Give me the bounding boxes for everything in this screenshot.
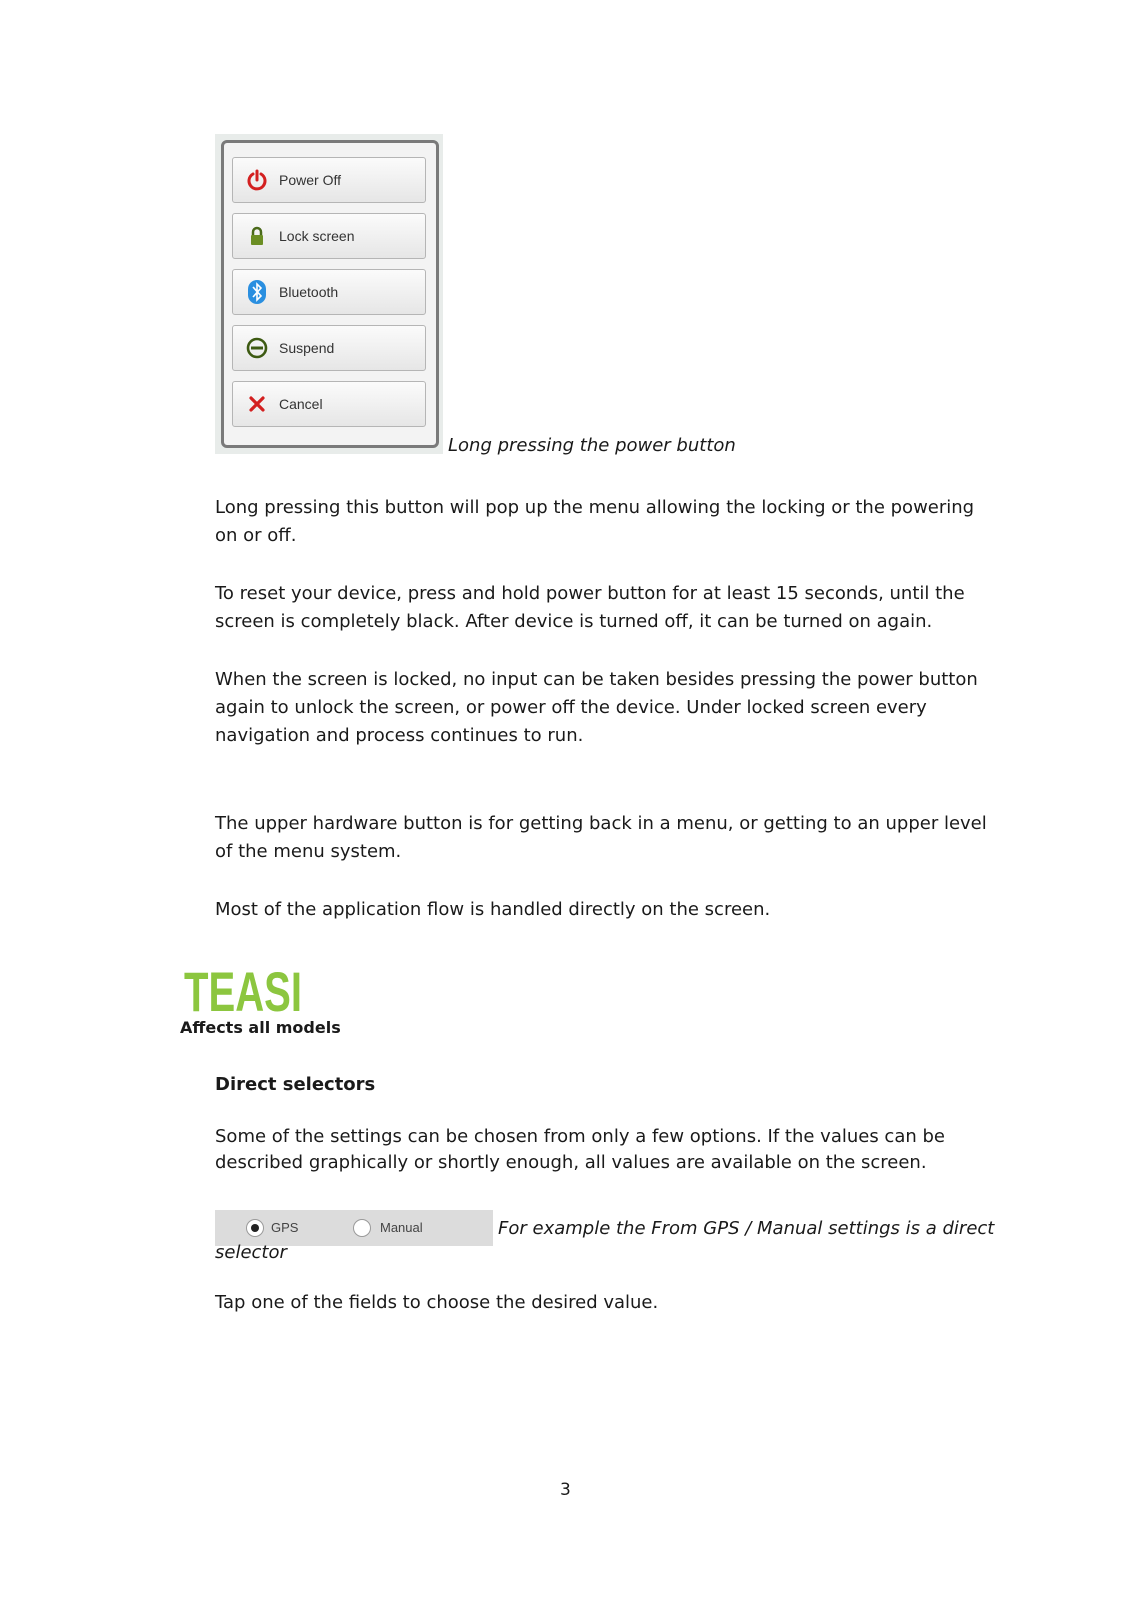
paragraph-app-flow: Most of the application flow is handled directly on the screen.	[215, 899, 771, 920]
lock-icon	[245, 224, 269, 248]
gps-manual-selector	[215, 1210, 493, 1246]
selector-caption-cont: selector	[215, 1242, 287, 1263]
svg-text:TEASI: TEASI	[184, 960, 302, 1023]
manual-radio[interactable]	[353, 1219, 371, 1237]
paragraph-upper-button: The upper hardware button is for getting back in a menu, or getting to an upper level of the menu system.	[215, 813, 987, 862]
power-menu-frame	[221, 140, 439, 448]
suspend-label: Suspend	[279, 340, 335, 356]
lock-screen-button[interactable]	[232, 213, 426, 259]
cancel-icon	[245, 392, 269, 416]
power-off-label: Power Off	[279, 172, 341, 188]
teasi-logo	[182, 956, 304, 1023]
affects-models-label: Affects all models	[180, 1018, 341, 1037]
suspend-icon	[245, 336, 269, 360]
lock-screen-label: Lock screen	[279, 228, 355, 244]
cancel-button[interactable]	[232, 381, 426, 427]
section-heading: Direct selectors	[215, 1074, 376, 1095]
tap-instruction: Tap one of the fields to choose the desired value.	[215, 1292, 659, 1313]
paragraph-long-press: Long pressing this button will pop up the menu allowing the locking or the powering on or off.	[215, 497, 975, 546]
gps-radio-selected-dot	[251, 1224, 259, 1232]
cancel-label: Cancel	[279, 396, 323, 412]
power-menu-screenshot	[215, 134, 443, 454]
section-intro: Some of the settings can be chosen from only a few options. If the values can be described graphically or shortly enough, all values are available on the screen.	[215, 1126, 945, 1173]
manual-label: Manual	[380, 1220, 423, 1235]
paragraph-reset: To reset your device, press and hold power button for at least 15 seconds, until the screen is completely black. After device is turned off, it can be turned on again.	[215, 583, 965, 632]
power-menu-caption: Long pressing the power button	[448, 435, 736, 456]
bluetooth-label: Bluetooth	[279, 284, 339, 300]
gps-label: GPS	[271, 1220, 299, 1235]
bluetooth-icon	[245, 280, 269, 304]
power-off-button[interactable]	[232, 157, 426, 203]
page-number: 3	[560, 1480, 571, 1500]
suspend-button[interactable]	[232, 325, 426, 371]
selector-caption: For example the From GPS / Manual settings is a direct	[498, 1218, 995, 1239]
power-icon	[245, 168, 269, 192]
bluetooth-button[interactable]	[232, 269, 426, 315]
gps-radio[interactable]	[246, 1219, 264, 1237]
paragraph-locked-screen: When the screen is locked, no input can be taken besides pressing the power button again to unlock the screen, or power off the device. Under locked screen every navigation and process continues to run.	[215, 669, 978, 746]
